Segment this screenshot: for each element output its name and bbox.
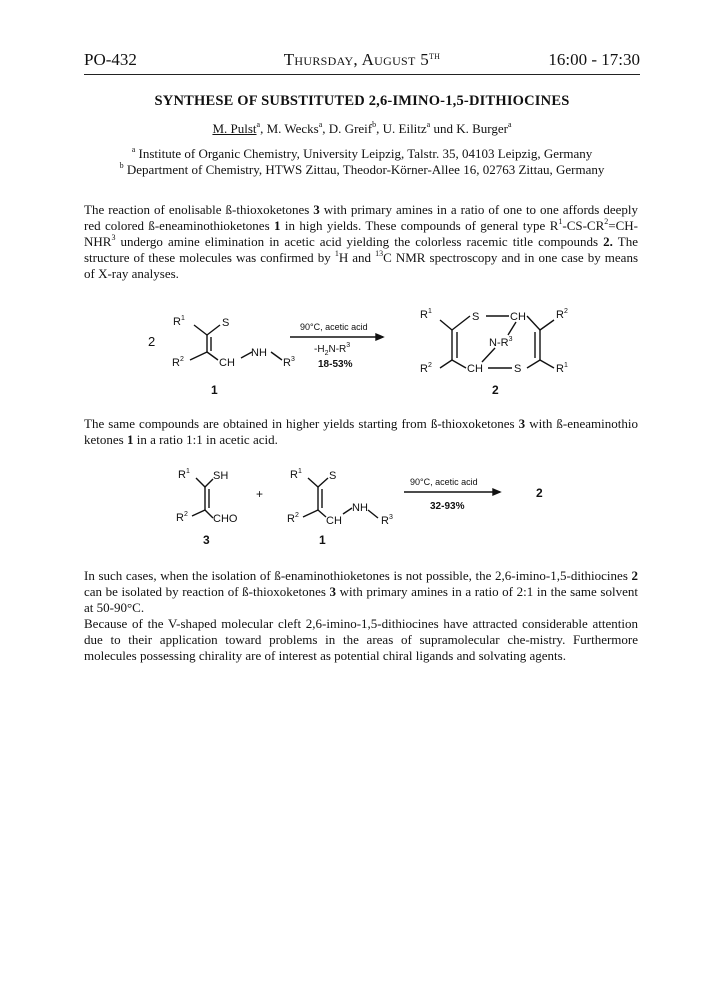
svg-text:R3: $R^3$ <box>381 514 393 527</box>
compound-label-1: 1 <box>211 383 218 397</box>
svg-text:R1: $R^1$ <box>173 315 185 328</box>
svg-text:CH: CH <box>219 357 235 369</box>
affiliation-b: $^b$ Department of Chemistry, HTWS Zittau, Theodor-Körner-Allee 16, 02763 Zittau, Germany <box>119 161 605 177</box>
presenting-author: M. Pulst <box>212 121 257 136</box>
yield-range: 18-53% <box>318 359 353 370</box>
svg-text:CH: CH <box>326 515 342 527</box>
session-day: Thursday, August 5TH <box>283 50 441 69</box>
stoichiometric-coefficient: 2 <box>148 334 156 349</box>
svg-text:R1: $R^1$ <box>556 362 568 375</box>
svg-text:S: S <box>329 470 337 482</box>
svg-text:-H2N-R3: $-H_2N-R^3$ <box>314 342 351 357</box>
svg-text:NH: NH <box>251 347 267 359</box>
session-time: 16:00 - 17:30 <box>548 50 640 69</box>
paragraph-intro: The reaction of enolisable ß-thioxoketones 3 with primary amines in a ratio of one to one affords deeply red colored ß-eneaminothioketones 1 in high yields. These compounds of general type $R^1-CS-CR^2=CH-NHR^3$ undergo amine elimination in acetic acid yielding the colorless racemic title compounds 2. The structure of these molecules was confirmed by $^1$H and $^{13}$C NMR spectroscopy and in one case by means of X-ray analyses. <box>84 202 638 281</box>
paragraph-alternative-route: The same compounds are obtained in higher yields starting from ß-thioxoketones 3 with ß-eneaminothio ketones 1 in a ratio 1:1 in acetic acid. <box>84 416 638 447</box>
compound-label-3: 3 <box>203 533 210 547</box>
svg-text:R2: $R^2$ <box>172 356 184 369</box>
svg-text:R1: $R^1$ <box>420 308 432 321</box>
svg-text:R1: $R^1$ <box>178 468 190 481</box>
svg-text:SH: SH <box>213 470 229 482</box>
paper-title: SYNTHESE OF SUBSTITUTED 2,6-IMINO-1,5-DITHIOCINES <box>154 93 570 109</box>
svg-text:S: S <box>222 317 230 329</box>
paragraph-isolation: In such cases, when the isolation of ß-enaminothioketones is not possible, the 2,6-imino-1,5-dithiocines 2 can be isolated by reaction of ß-thioxoketones 3 with primary amines in a ratio of 2:1 in the same solvent at 50-90°C. <box>84 568 638 615</box>
poster-code: PO-432 <box>84 50 137 69</box>
svg-text:R2: $R^2$ <box>287 512 299 525</box>
svg-text:S: S <box>472 311 480 323</box>
svg-text:CH: CH <box>467 363 483 375</box>
svg-text:R2: $R^2$ <box>556 308 568 321</box>
svg-text:S: S <box>514 363 522 375</box>
compound-label-1b: 1 <box>319 533 326 547</box>
svg-text:CHO: CHO <box>213 513 238 525</box>
author-list: M. Pulst$^a$, M. Wecks$^a$, D. Greif$^b$, U. Eilitz$^a$ und K. Burger$^a$ <box>212 120 512 136</box>
affiliation-a: $^a$ Institute of Organic Chemistry, University Leipzig, Talstr. 35, 04103 Leipzig, Germany <box>131 145 593 161</box>
svg-text:R3: $R^3$ <box>283 356 295 369</box>
reaction-conditions-2: 90°C, acetic acid <box>410 477 478 487</box>
reaction-conditions: 90°C, acetic acid <box>300 322 368 332</box>
svg-text:R2: $R^2$ <box>420 362 432 375</box>
paragraph-applications: Because of the V-shaped molecular cleft 2,6-imino-1,5-dithiocines have attracted considerable attention due to their application toward problems in the areas of supramolecular che-mistry. Furthermore molecules possessing chirality are of interest as potential chiral ligands and solvating agents. <box>84 616 638 663</box>
plus-sign: + <box>256 487 264 501</box>
yield-range-2: 32-93% <box>430 501 465 512</box>
svg-text:NH: NH <box>352 502 368 514</box>
svg-text:R2: $R^2$ <box>176 511 188 524</box>
svg-text:R1: $R^1$ <box>290 468 302 481</box>
product-label-2: 2 <box>536 486 543 500</box>
svg-text:N-R3: $N-R^3$ <box>489 336 513 349</box>
svg-text:CH: CH <box>510 311 526 323</box>
compound-label-2: 2 <box>492 383 499 397</box>
